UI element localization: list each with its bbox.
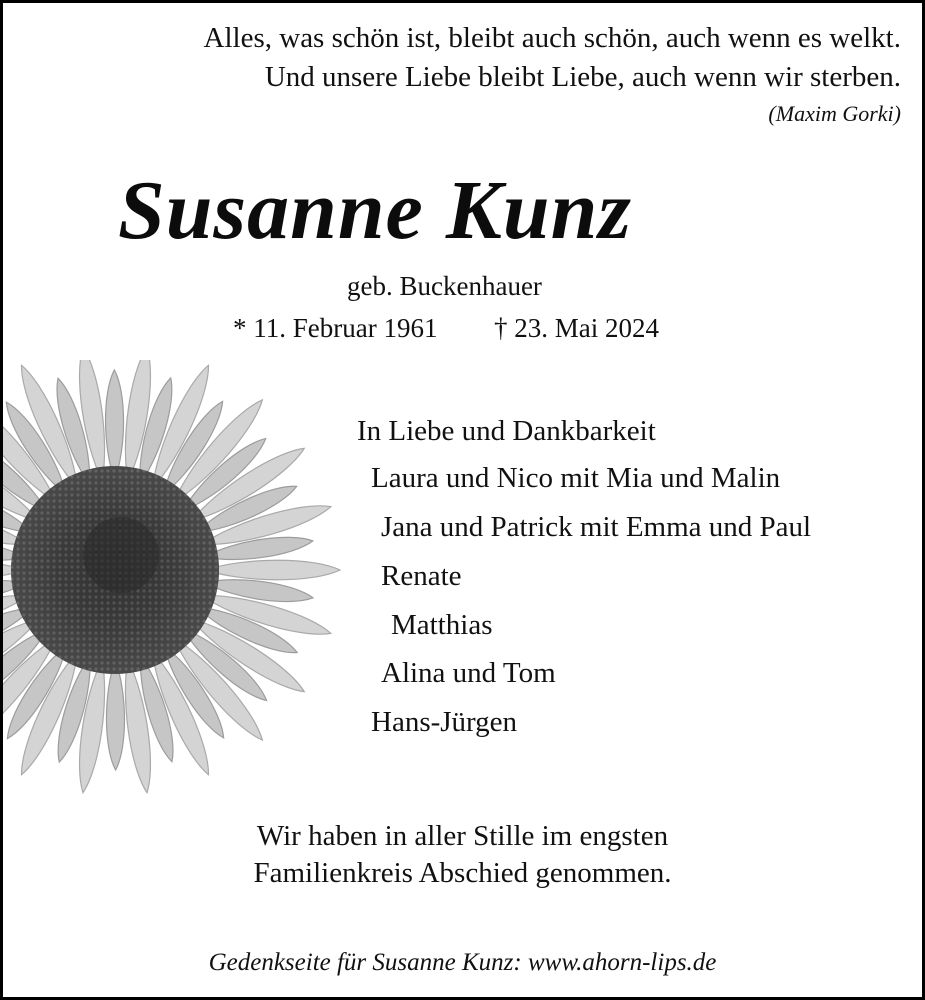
quote-line-1: Alles, was schön ist, bleibt auch schön, auch wenn es welkt. bbox=[203, 22, 901, 54]
mourner-name: Hans-Jürgen bbox=[371, 706, 518, 738]
birth-date: * 11. Februar 1961 bbox=[233, 313, 438, 343]
mourner-name: Laura und Nico mit Mia und Malin bbox=[371, 462, 781, 494]
sunflower-petal bbox=[106, 660, 124, 770]
death-date: † 23. Mai 2024 bbox=[494, 313, 659, 343]
birth-name: geb. Buckenhauer bbox=[347, 271, 542, 301]
mourner-name: Alina und Tom bbox=[381, 657, 556, 689]
mourner-name: Jana und Patrick mit Emma und Paul bbox=[381, 511, 812, 543]
closing-line-2: Familienkreis Abschied genommen. bbox=[253, 857, 672, 889]
closing-line-1: Wir haben in aller Stille im engsten bbox=[256, 820, 669, 852]
mourners-intro: In Liebe und Dankbarkeit bbox=[357, 415, 656, 447]
mourner-name: Renate bbox=[381, 560, 462, 592]
sunflower-petal bbox=[205, 560, 340, 580]
deceased-name: Susanne Kunz bbox=[118, 164, 632, 257]
quote-line-2: Und unsere Liebe bleibt Liebe, auch wenn wir sterben. bbox=[264, 61, 901, 93]
quote-author: (Maxim Gorki) bbox=[768, 101, 901, 126]
sunflower-petal bbox=[105, 370, 123, 480]
mourner-name: Matthias bbox=[391, 609, 493, 641]
memorial-page-link[interactable]: Gedenkseite für Susanne Kunz: www.ahorn-lips.de bbox=[208, 949, 717, 976]
sunflower-icon bbox=[3, 360, 348, 810]
